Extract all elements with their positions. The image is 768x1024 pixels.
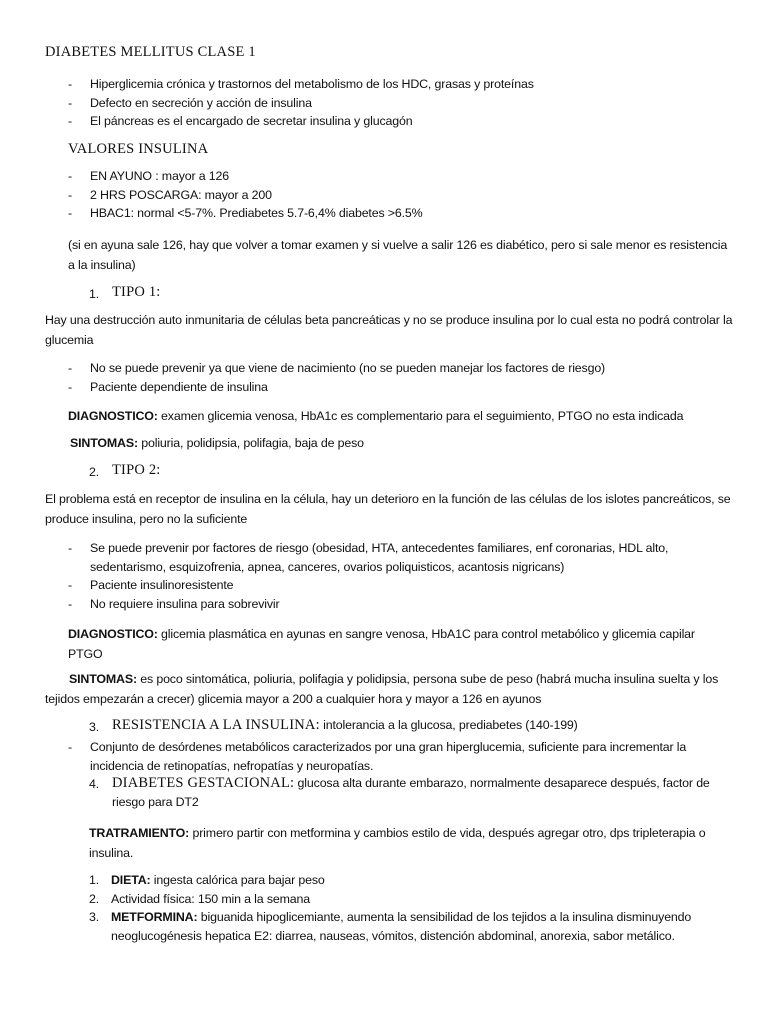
list-item: - Paciente insulinoresistente <box>68 576 728 595</box>
item-label: METFORMINA: <box>111 910 198 924</box>
list-item <box>89 908 729 945</box>
list-item <box>89 871 729 890</box>
item-label: DIETA: <box>111 873 151 887</box>
item-text: Actividad física: 150 min a la semana <box>111 891 310 906</box>
diagnostico-text: glicemia plasmática en ayunas en sangre venosa, HbA1C para control metabólico y glicemia capilar PTGO <box>68 627 695 661</box>
list-item: - HBAC1: normal <5-7%. Prediabetes 5.7-6,4% diabetes >6.5% <box>68 204 728 223</box>
list-item <box>89 890 729 909</box>
gestacional-text: glucosa alta durante embarazo, normalmente desaparece después, factor de riesgo para DT2 <box>112 776 710 809</box>
sintomas-text: es poco sintomática, poliuria, polifagia y polidipsia, persona sube de peso (habrá mucha insulina suelta y los tejidos empezarán a crecer) glicemia mayor a 200 a cualquier hora y mayor a 126 en ayunos <box>45 672 719 706</box>
tratamiento-text: primero partir con metformina y cambios estilo de vida, después agregar otro, dps tripleterapia o insulina. <box>89 826 706 860</box>
list-item: - No requiere insulina para sobrevivir <box>68 595 728 614</box>
list-item: - No se puede prevenir ya que viene de nacimiento (no se pueden manejar los factores de riesgo) <box>68 359 728 378</box>
tipo2-diagnostico <box>68 624 728 664</box>
sintomas-text: poliuria, polidipsia, polifagia, baja de peso <box>137 436 364 450</box>
item-number: 3. <box>89 910 100 924</box>
tipo1-heading: TIPO 1: <box>112 284 161 300</box>
diagnostico-label: DIAGNOSTICO: <box>68 409 158 423</box>
tipo1-sintomas <box>70 433 760 453</box>
tipo2-number: 2. <box>89 465 100 479</box>
item-number: 2. <box>89 891 100 906</box>
list-item: - Paciente dependiente de insulina <box>68 378 728 397</box>
list-item: - Se puede prevenir por factores de riesgo (obesidad, HTA, antecedentes familiares, enf coronarias, HDL alto, sedentarismo, esquizofrenia, apnea, canceres, ovarios poliquisticos, acantosis nigricans) <box>68 539 728 576</box>
resistencia-line <box>112 717 578 734</box>
list-item: - 2 HRS POSCARGA: mayor a 200 <box>68 186 728 205</box>
diagnostico-text: examen glicemia venosa, HbA1c es complementario para el seguimiento, PTGO no esta indicada <box>157 409 684 423</box>
intro-list <box>68 75 728 131</box>
resistencia-heading: RESISTENCIA A LA INSULINA: <box>112 717 320 733</box>
valores-list <box>68 167 728 223</box>
tipo1-description: Hay una destrucción auto inmunitaria de células beta pancreáticas y no se produce insulina por lo cual esta no podrá controlar la glucemia <box>45 313 733 347</box>
list-item: - Defecto en secreción y acción de insulina <box>68 94 728 113</box>
gestacional-line <box>112 774 727 812</box>
resistencia-number: 3. <box>89 720 100 734</box>
tipo1-list <box>68 359 728 396</box>
sintomas-label: SINTOMAS: <box>69 672 137 686</box>
list-item: - Conjunto de desórdenes metabólicos caracterizados por una gran hiperglucemia, suficiente para incrementar la incidencia de retinopatías, nefropatías y neuropatías. <box>68 738 728 775</box>
valores-note: (si en ayuna sale 126, hay que volver a tomar examen y si vuelve a salir 126 es diabético, pero si sale menor es resistencia a la insulina) <box>68 238 728 272</box>
item-text: biguanida hipoglicemiante, aumenta la sensibilidad de los tejidos a la insulina disminuyendo neoglucogénesis hepatica E2: diarrea, nauseas, vómitos, distención abdominal, anorexia, sabor metálico. <box>111 910 692 943</box>
tipo2-sintomas <box>45 669 730 709</box>
tipo2-description: El problema está en receptor de insulina en la célula, hay un deterioro en la función de las células de los islotes pancreáticos, se produce insulina, pero no la suficiente <box>45 492 731 526</box>
list-item: - EN AYUNO : mayor a 126 <box>68 167 728 186</box>
item-number: 1. <box>89 873 100 887</box>
resistencia-list <box>68 738 728 775</box>
diagnostico-label: DIAGNOSTICO: <box>68 627 158 641</box>
tratamiento-label: TRATRAMIENTO: <box>89 826 190 840</box>
tipo1-number: 1. <box>89 287 100 301</box>
list-item: - Hiperglicemia crónica y trastornos del metabolismo de los HDC, grasas y proteínas <box>68 75 728 94</box>
item-text: ingesta calórica para bajar peso <box>150 873 325 887</box>
tipo1-diagnostico <box>68 406 758 426</box>
valores-heading: VALORES INSULINA <box>68 141 209 157</box>
tipo2-list <box>68 539 728 613</box>
gestacional-number: 4. <box>89 777 100 791</box>
tratamiento-list <box>89 871 729 945</box>
sintomas-label: SINTOMAS: <box>70 436 138 450</box>
document-title: DIABETES MELLITUS CLASE 1 <box>45 44 256 60</box>
resistencia-text: intolerancia a la glucosa, prediabetes (140-199) <box>319 718 578 732</box>
list-item: - El páncreas es el encargado de secretar insulina y glucagón <box>68 112 728 131</box>
tipo2-heading: TIPO 2: <box>112 462 161 478</box>
tratamiento <box>89 823 729 863</box>
gestacional-heading: DIABETES GESTACIONAL: <box>112 775 295 791</box>
